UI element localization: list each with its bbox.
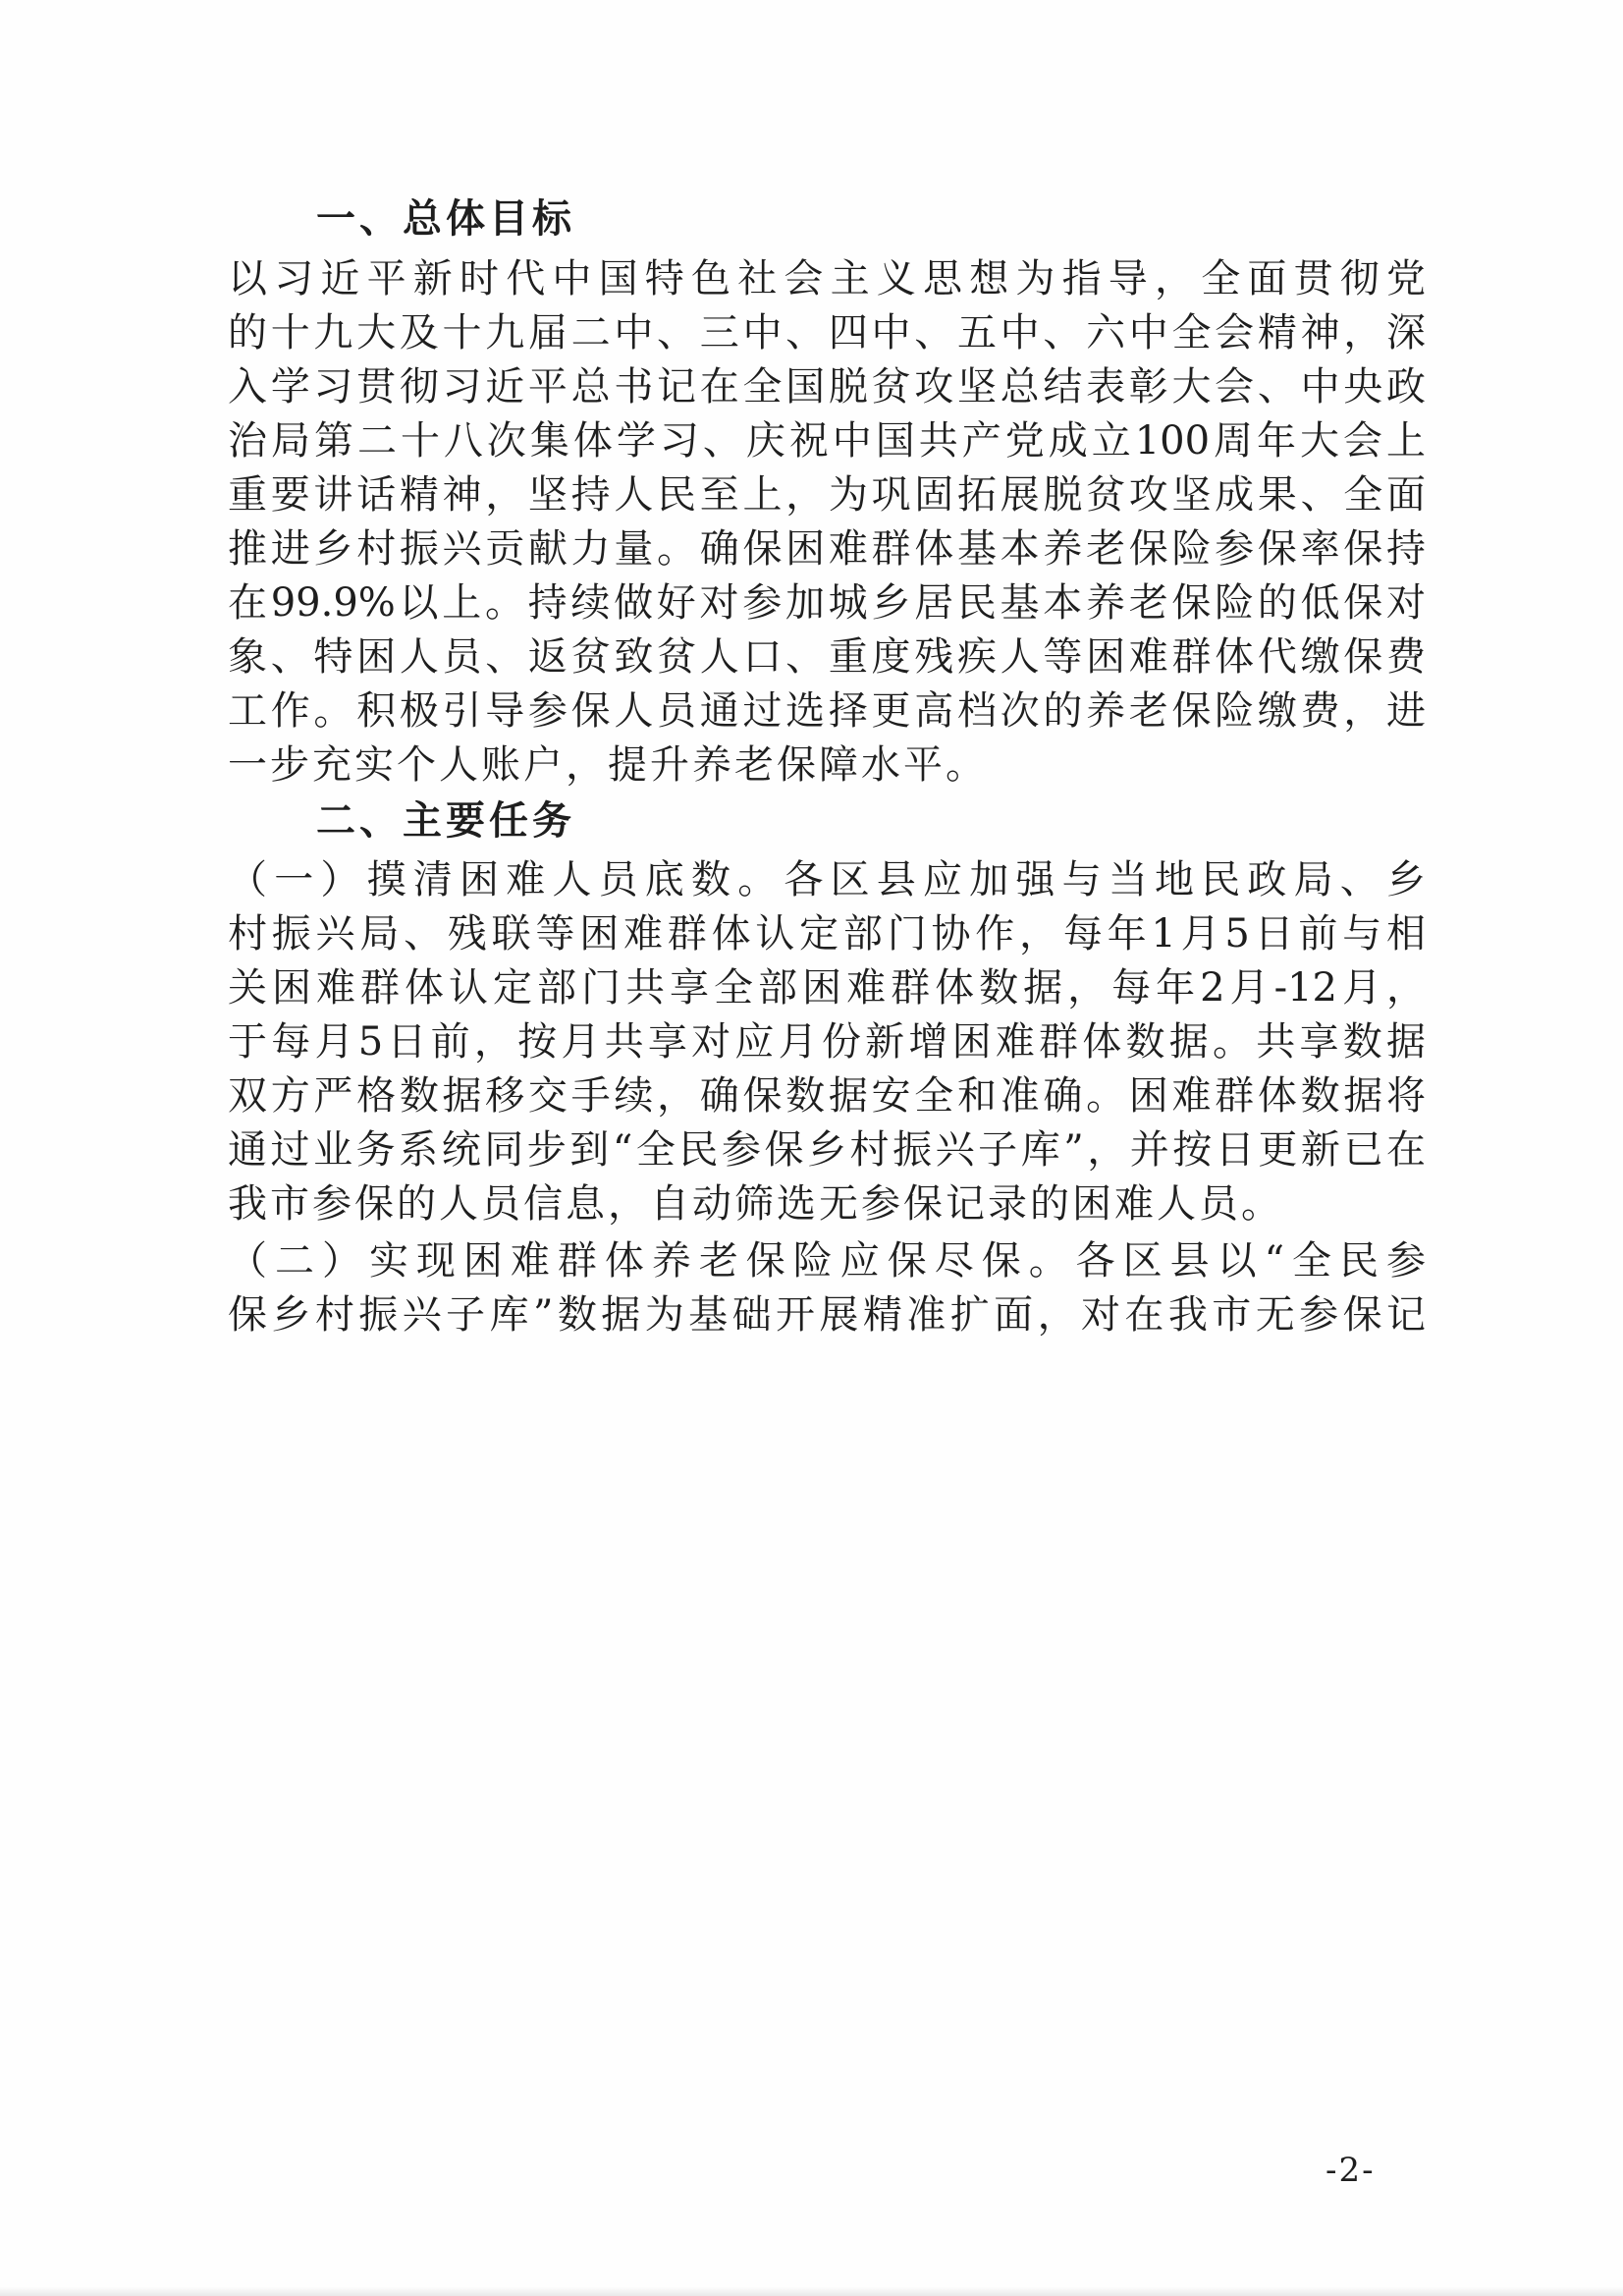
- paragraph-line: （二）实现困难群体养老保险应保尽保。各区县以“全民参: [228, 1238, 1426, 1284]
- paragraph-line: 重要讲话精神，坚持人民至上，为巩固拓展脱贫攻坚成果、全面: [228, 472, 1426, 518]
- paragraph-line: 双方严格数据移交手续，确保数据安全和准确。困难群体数据将: [228, 1073, 1426, 1119]
- paragraph-line: 以习近平新时代中国特色社会主义思想为指导，全面贯彻党: [228, 256, 1426, 301]
- paragraph-line: 入学习贯彻习近平总书记在全国脱贫攻坚总结表彰大会、中央政: [228, 364, 1426, 410]
- paragraph-line: 治局第二十八次集体学习、庆祝中国共产党成立100周年大会上: [228, 418, 1426, 464]
- paragraph-line: 的十九大及十九届二中、三中、四中、五中、六中全会精神，深: [228, 310, 1426, 355]
- paragraph-line: 关困难群体认定部门共享全部困难群体数据，每年2月-12月，: [228, 965, 1426, 1011]
- paragraph-line: 村振兴局、残联等困难群体认定部门协作，每年1月5日前与相: [228, 911, 1426, 957]
- paragraph-line: 保乡村振兴子库”数据为基础开展精准扩面，对在我市无参保记: [228, 1292, 1426, 1338]
- paragraph-line: （一）摸清困难人员底数。各区县应加强与当地民政局、乡: [228, 857, 1426, 902]
- paragraph-line: 于每月5日前，按月共享对应月份新增困难群体数据。共享数据: [228, 1019, 1426, 1065]
- paragraph-line: 通过业务系统同步到“全民参保乡村振兴子库”，并按日更新已在: [228, 1127, 1426, 1173]
- paragraph-line: 在99.9%以上。持续做好对参加城乡居民基本养老保险的低保对: [228, 580, 1426, 626]
- paragraph-line: 我市参保的人员信息，自动筛选无参保记录的困难人员。: [228, 1181, 1283, 1227]
- section-heading-overall-goal: 一、总体目标: [316, 196, 575, 242]
- page-number: -2-: [1325, 2151, 1376, 2190]
- paragraph-line: 一步充实个人账户，提升养老保障水平。: [228, 742, 988, 788]
- paragraph-line: 象、特困人员、返贫致贫人口、重度残疾人等困难群体代缴保费: [228, 634, 1426, 680]
- section-heading-main-tasks: 二、主要任务: [316, 798, 575, 844]
- scan-edge-shadow: [0, 2286, 1623, 2296]
- paragraph-line: 工作。积极引导参保人员通过选择更高档次的养老保险缴费，进: [228, 688, 1426, 734]
- paragraph-line: 推进乡村振兴贡献力量。确保困难群体基本养老保险参保率保持: [228, 526, 1426, 572]
